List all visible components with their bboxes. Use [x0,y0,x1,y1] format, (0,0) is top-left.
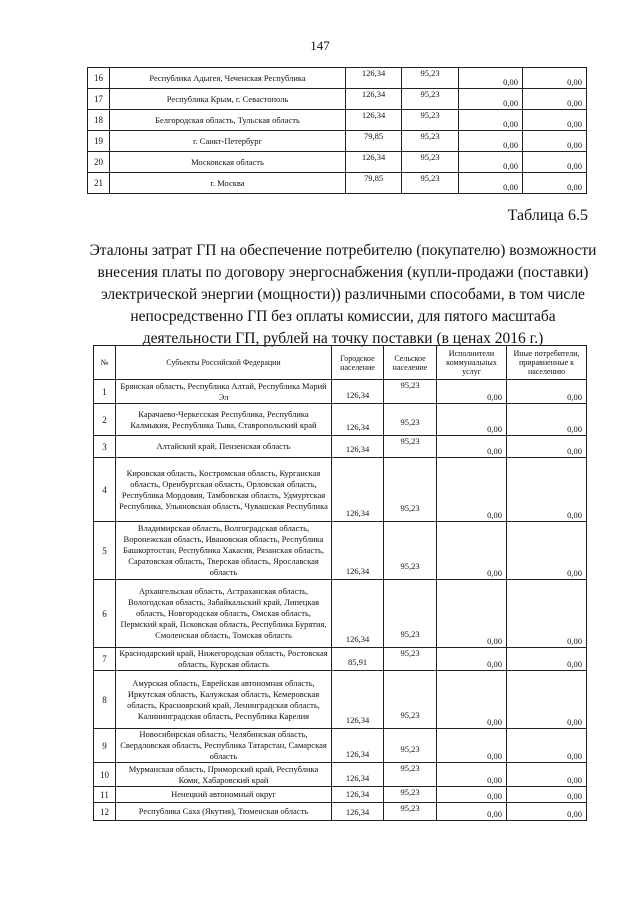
row-number: 11 [94,787,116,803]
rural-value: 95,23 [402,152,459,173]
subject-cell: Владимирская область, Волгоградская область, Воронежская область, Ивановская область, Республика Башкортостан, Республика Хакасия, Рязанская область, Саратовская область, Тверская область, Ярославская область [116,522,332,580]
rural-value: 95,23 [402,68,459,89]
subject-cell: Республика Крым, г. Севастополь [110,89,346,110]
subject-cell: Брянская область, Республика Алтай, Республика Марий Эл [116,380,332,404]
subject-cell: Ненецкий автономный округ [116,787,332,803]
table-row [88,131,587,152]
subject-cell: Алтайский край, Пензенская область [116,436,332,458]
rural-value: 95,23 [384,380,437,404]
row-number: 8 [94,671,116,729]
urban-value: 126,34 [332,436,384,458]
table-row [88,89,587,110]
rural-value: 95,23 [384,763,437,787]
rural-value: 95,23 [384,729,437,763]
urban-value: 126,34 [346,68,402,89]
rural-value: 95,23 [384,671,437,729]
table-row [94,648,587,671]
row-number: 7 [94,648,116,671]
table-row [88,173,587,194]
urban-value: 126,34 [332,380,384,404]
table-row [94,671,587,729]
table-row [88,152,587,173]
table-row [94,787,587,803]
header-urban: Городское население [332,346,384,380]
row-number: 2 [94,404,116,436]
row-number: 9 [94,729,116,763]
utility-value: 0,00 [459,110,523,131]
subject-cell: Краснодарский край, Нижегородская область, Ростовская область, Курская область [116,648,332,671]
utility-value: 0,00 [437,380,507,404]
rural-value: 95,23 [384,803,437,821]
other-value: 0,00 [507,729,587,763]
urban-value: 126,34 [332,404,384,436]
other-value: 0,00 [523,173,587,194]
table-row [94,458,587,522]
utility-value: 0,00 [437,803,507,821]
row-number: 21 [88,173,110,194]
row-number: 20 [88,152,110,173]
other-value: 0,00 [507,648,587,671]
table-row [88,68,587,89]
page-number: 147 [310,38,330,53]
utility-value: 0,00 [437,648,507,671]
other-value: 0,00 [507,763,587,787]
main-table [93,345,587,821]
row-number: 16 [88,68,110,89]
header-no: № [94,346,116,380]
header-rural: Сельское население [384,346,437,380]
row-number: 3 [94,436,116,458]
header-subject: Субъекты Российской Федерации [116,346,332,380]
subject-cell: Амурская область, Еврейская автономная область, Иркутская область, Калужская область, Кемеровская область, Красноярский край, Ленинградская область, Калининградская область, Республика Карелия [116,671,332,729]
urban-value: 126,34 [332,522,384,580]
urban-value: 126,34 [332,729,384,763]
subject-cell: Карачаево-Черкесская Республика, Республика Калмыкия, Республика Тыва, Ставропольский край [116,404,332,436]
other-value: 0,00 [507,404,587,436]
table-row [94,763,587,787]
table-label: Таблица 6.5 [507,207,588,224]
utility-value: 0,00 [459,131,523,152]
subject-cell: г. Санкт-Петербург [110,131,346,152]
urban-value: 79,85 [346,173,402,194]
utility-value: 0,00 [437,436,507,458]
urban-value: 126,34 [332,671,384,729]
other-value: 0,00 [523,68,587,89]
header-row [94,346,587,380]
urban-value: 126,34 [346,152,402,173]
rural-value: 95,23 [384,404,437,436]
table-row [94,436,587,458]
table-row [94,404,587,436]
rural-value: 95,23 [384,580,437,648]
utility-value: 0,00 [437,671,507,729]
table-row [94,380,587,404]
urban-value: 126,34 [332,580,384,648]
row-number: 6 [94,580,116,648]
urban-value: 126,34 [332,458,384,522]
table-title: Эталоны затрат ГП на обеспечение потребителю (покупателю) возможности внесения платы по договору энергоснабжения (купли-продажи (поставки) электрической энергии (мощности)) различными способами, в том числе непосредственно ГП без оплаты комиссии, для пятого масштаба деятельности ГП, рублей на точку поставки (в ценах 2016 г.) [89,242,597,347]
utility-value: 0,00 [437,458,507,522]
utility-value: 0,00 [437,404,507,436]
utility-value: 0,00 [459,89,523,110]
other-value: 0,00 [507,458,587,522]
table-row [94,522,587,580]
table-row [94,580,587,648]
utility-value: 0,00 [437,787,507,803]
subject-cell: Кировская область, Костромская область, Курганская область, Оренбургская область, Орловская область, Республика Мордовия, Тамбовская область, Удмуртская Республика, Ульяновская область, Чувашская Республика [116,458,332,522]
subject-cell: Белгородская область, Тульская область [110,110,346,131]
subject-cell: г. Москва [110,173,346,194]
urban-value: 126,34 [332,763,384,787]
other-value: 0,00 [507,787,587,803]
urban-value: 126,34 [332,787,384,803]
urban-value: 79,85 [346,131,402,152]
row-number: 12 [94,803,116,821]
row-number: 10 [94,763,116,787]
utility-value: 0,00 [437,522,507,580]
subject-cell: Мурманская область, Приморский край, Республика Коми, Хабаровский край [116,763,332,787]
header-utility: Исполнители коммунальных услуг [437,346,507,380]
subject-cell: Республика Саха (Якутия), Тюменская область [116,803,332,821]
subject-cell: Республика Адыгея, Чеченская Республика [110,68,346,89]
other-value: 0,00 [507,380,587,404]
urban-value: 85,91 [332,648,384,671]
rural-value: 95,23 [402,173,459,194]
utility-value: 0,00 [459,173,523,194]
utility-value: 0,00 [459,152,523,173]
rural-value: 95,23 [384,787,437,803]
rural-value: 95,23 [402,89,459,110]
subject-cell: Архангельская область, Астраханская область, Вологодская область, Забайкальский край, Липецкая область, Новгородская область, Омская область, Пермский край, Псковская область, Республика Бурятия, Смоленская область, Томская область [116,580,332,648]
urban-value: 126,34 [332,803,384,821]
utility-value: 0,00 [437,763,507,787]
row-number: 18 [88,110,110,131]
table-row [88,110,587,131]
utility-value: 0,00 [437,729,507,763]
subject-cell: Московская область [110,152,346,173]
table-row [94,803,587,821]
rural-value: 95,23 [384,522,437,580]
continuation-table [87,67,587,194]
other-value: 0,00 [507,803,587,821]
row-number: 5 [94,522,116,580]
other-value: 0,00 [523,131,587,152]
table-row [94,729,587,763]
other-value: 0,00 [523,89,587,110]
row-number: 17 [88,89,110,110]
other-value: 0,00 [507,522,587,580]
other-value: 0,00 [523,110,587,131]
rural-value: 95,23 [384,458,437,522]
header-other: Иные потребители, приравненные к населению [507,346,587,380]
subject-cell: Новосибирская область, Челябинская область, Свердловская область, Республика Татарстан, Самарская область [116,729,332,763]
utility-value: 0,00 [437,580,507,648]
rural-value: 95,23 [402,110,459,131]
other-value: 0,00 [507,436,587,458]
row-number: 4 [94,458,116,522]
other-value: 0,00 [507,671,587,729]
utility-value: 0,00 [459,68,523,89]
row-number: 1 [94,380,116,404]
rural-value: 95,23 [402,131,459,152]
row-number: 19 [88,131,110,152]
other-value: 0,00 [507,580,587,648]
rural-value: 95,23 [384,436,437,458]
urban-value: 126,34 [346,110,402,131]
other-value: 0,00 [523,152,587,173]
urban-value: 126,34 [346,89,402,110]
rural-value: 95,23 [384,648,437,671]
